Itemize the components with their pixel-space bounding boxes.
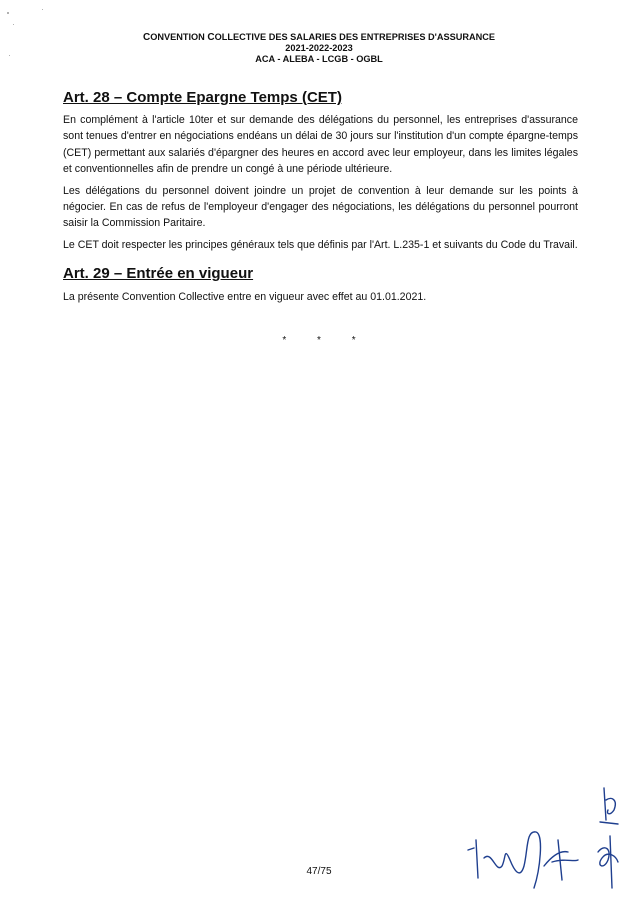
scan-speck bbox=[7, 12, 9, 14]
article-29-title: Art. 29 – Entrée en vigueur bbox=[63, 265, 254, 282]
signatures-image bbox=[440, 770, 630, 890]
signature-1 bbox=[468, 832, 540, 888]
article-28-paragraph-2: Les délégations du personnel doivent joindre un projet de convention à leur demande sur les points à négocier. En cas de refus de l'employeur d'engager des négociations, les délégations du personnel pourront saisir la Commission Paritaire. bbox=[63, 184, 578, 230]
page-number: 47/75 bbox=[306, 866, 332, 877]
signature-3 bbox=[598, 788, 618, 888]
article-28-paragraph-3: Le CET doit respecter les principes généraux tels que définis par l'Art. L.235-1 et suivants du Code du Travail. bbox=[63, 238, 578, 251]
article-28-title: Art. 28 – Compte Epargne Temps (CET) bbox=[63, 89, 342, 106]
article-28-paragraph-1: En complément à l'article 10ter et sur demande des délégations du personnel, les entreprises d'assurance sont tenues d'entrer en négociations endéans un délai de 30 jours sur l'institution d'un compte épargne-temps (CET) permettant aux salariés d'épargner des heures en accord avec leur employeur, dans les limites légales et conventionnelles afin de prendre un congé à une période ultérieure. bbox=[63, 114, 578, 176]
article-29-paragraph-1: La présente Convention Collective entre en vigueur avec effet au 01.01.2021. bbox=[63, 291, 427, 303]
article-29-body bbox=[63, 289, 578, 305]
scan-speck bbox=[9, 55, 10, 56]
header-line-3: ACA - ALEBA - LCGB - OGBL bbox=[255, 54, 383, 64]
section-separator: * * * bbox=[282, 335, 370, 346]
header-line-1: CONVENTION COLLECTIVE DES SALARIES DES ENTREPRISES D'ASSURANCE bbox=[142, 32, 496, 43]
scan-speck bbox=[42, 9, 43, 10]
header-line-2: 2021-2022-2023 bbox=[285, 43, 353, 53]
scan-speck bbox=[13, 24, 14, 25]
document-header bbox=[0, 32, 638, 65]
article-28-body bbox=[63, 112, 578, 253]
signature-2 bbox=[544, 840, 578, 880]
